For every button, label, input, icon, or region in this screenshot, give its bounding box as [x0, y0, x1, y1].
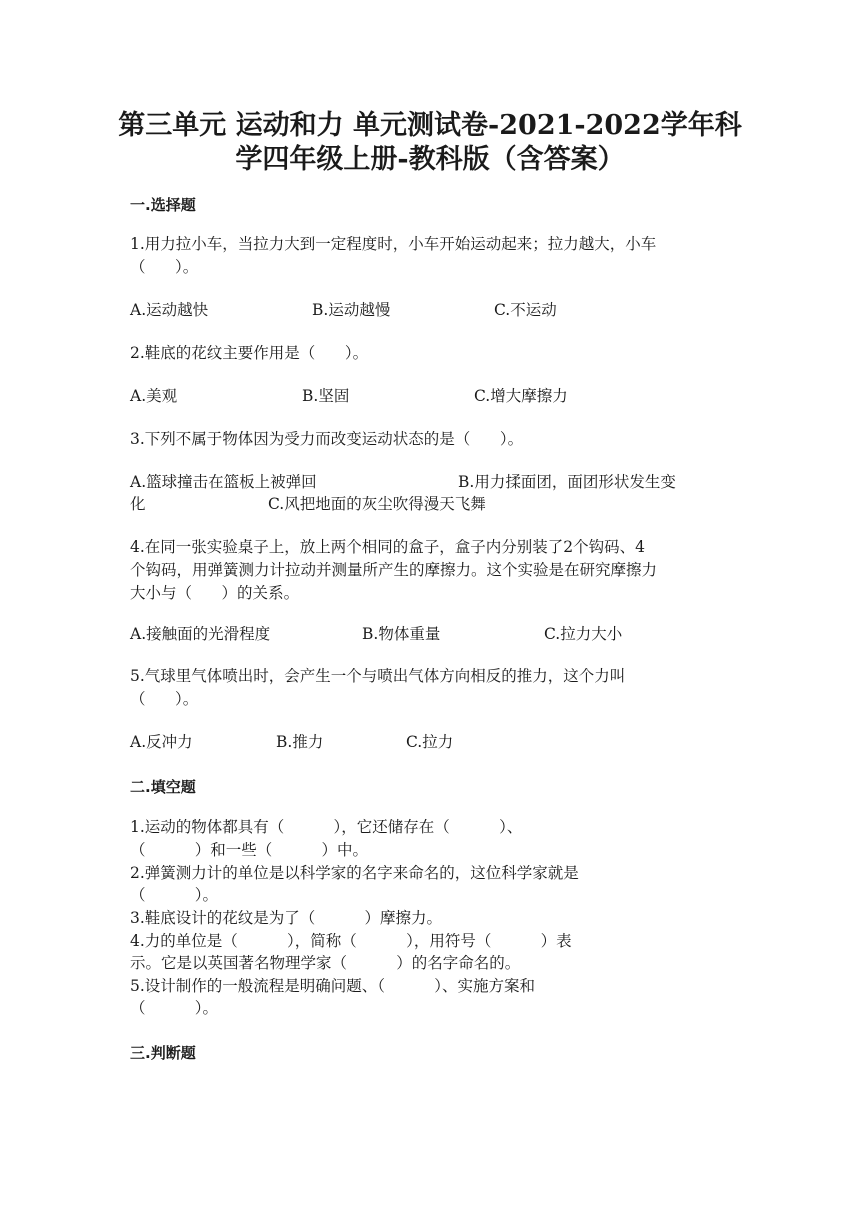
document-title-line-1: 第三单元 运动和力 单元测试卷-2021-2022学年科 — [118, 110, 742, 141]
fill-question-5-text: 5.设计制作的一般流程是明确问题、（ ）、实施方案和 — [130, 977, 536, 995]
question-1-option-b: B.运动越慢 — [312, 301, 391, 319]
question-5-text: 5.气球里气体喷出时，会产生一个与喷出气体方向相反的推力，这个力叫 — [130, 667, 626, 685]
question-3-option-b-cont: 化 — [130, 495, 146, 513]
question-1-option-c: C.不运动 — [494, 301, 557, 319]
question-5-option-a: A.反冲力 — [130, 733, 193, 751]
question-3-option-c: C.风把地面的灰尘吹得漫天飞舞 — [268, 495, 486, 513]
question-1-option-a: A.运动越快 — [130, 301, 209, 319]
question-4-option-a: A.接触面的光滑程度 — [130, 625, 271, 643]
fill-question-4-text-cont: 示。它是以英国著名物理学家（ ）的名字命名的。 — [130, 954, 521, 972]
question-4-text: 4.在同一张实验桌子上，放上两个相同的盒子，盒子内分别装了2个钩码、4 — [130, 538, 646, 556]
question-5-option-b: B.推力 — [276, 733, 324, 751]
section-heading-fill: 二.填空题 — [130, 778, 196, 796]
fill-question-2-text: 2.弹簧测力计的单位是以科学家的名字来命名的，这位科学家就是 — [130, 864, 579, 882]
section-heading-choice: 一.选择题 — [130, 196, 196, 214]
fill-question-1-text-cont: （ ）和一些（ ）中。 — [130, 841, 369, 859]
fill-question-5-text-cont: （ ）。 — [130, 999, 219, 1017]
fill-question-2-text-cont: （ ）。 — [130, 886, 219, 904]
document-title-line-2: 学四年级上册-教科版（含答案） — [235, 144, 625, 175]
question-3-text: 3.下列不属于物体因为受力而改变运动状态的是（ ）。 — [130, 430, 524, 448]
question-4-text-cont-2: 大小与（ ）的关系。 — [130, 584, 300, 602]
question-5-text-cont: （ ）。 — [130, 690, 199, 708]
question-3-option-a: A.篮球撞击在篮板上被弹回 — [130, 473, 317, 491]
question-2-option-c: C.增大摩擦力 — [474, 387, 568, 405]
question-2-option-a: A.美观 — [130, 387, 178, 405]
question-1-text-cont: （ ）。 — [130, 258, 199, 276]
fill-question-4-text: 4.力的单位是（ ），简称（ ），用符号（ ）表 — [130, 932, 572, 950]
question-4-option-b: B.物体重量 — [362, 625, 441, 643]
question-3-option-b: B.用力揉面团，面团形状发生变 — [458, 473, 676, 491]
fill-question-1-text: 1.运动的物体都具有（ ），它还储存在（ ）、 — [130, 818, 523, 836]
question-1-text: 1.用力拉小车，当拉力大到一定程度时，小车开始运动起来；拉力越大，小车 — [130, 235, 657, 253]
fill-question-3-text: 3.鞋底设计的花纹是为了（ ）摩擦力。 — [130, 909, 443, 927]
question-4-option-c: C.拉力大小 — [544, 625, 623, 643]
question-4-text-cont-1: 个钩码，用弹簧测力计拉动并测量所产生的摩擦力。这个实验是在研究摩擦力 — [130, 561, 658, 579]
section-heading-judge: 三.判断题 — [130, 1044, 196, 1062]
question-5-option-c: C.拉力 — [406, 733, 454, 751]
question-2-text: 2.鞋底的花纹主要作用是（ ）。 — [130, 344, 369, 362]
question-2-option-b: B.坚固 — [302, 387, 350, 405]
